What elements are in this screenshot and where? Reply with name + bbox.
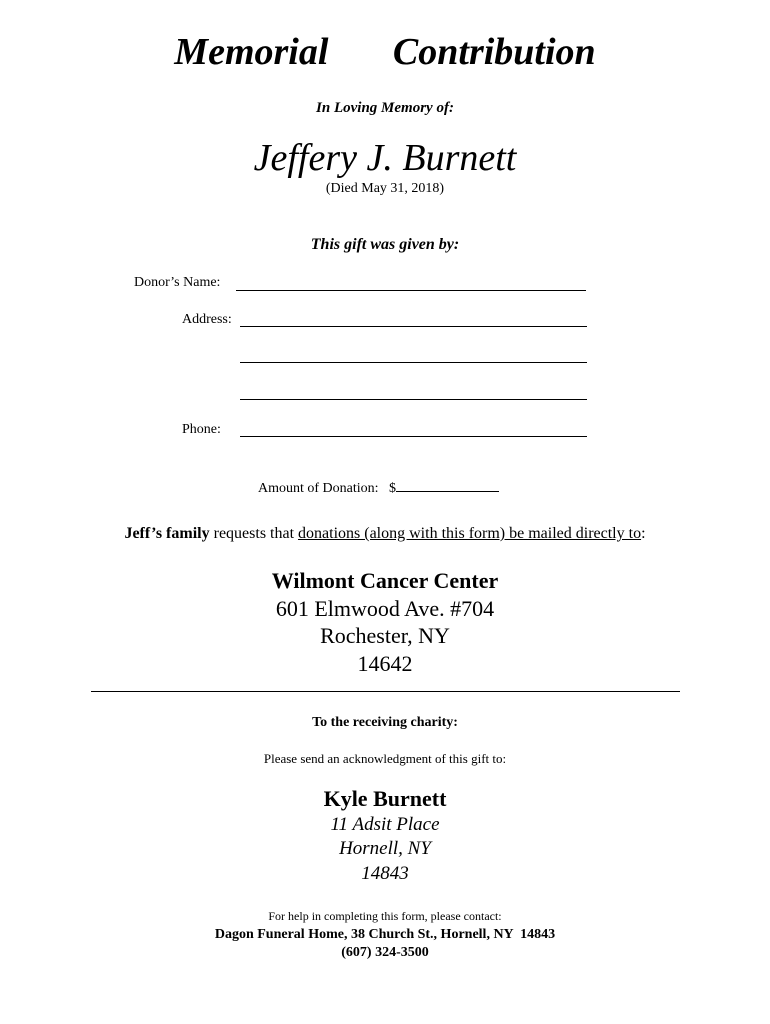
- help-text: For help in completing this form, please contact:: [268, 909, 502, 923]
- donor-name-field[interactable]: [236, 290, 586, 291]
- recipient-street: 11 Adsit Place: [330, 814, 440, 835]
- charity-street: 601 Elmwood Ave. #704: [275, 596, 495, 621]
- memory-label: In Loving Memory of:: [316, 100, 454, 116]
- recipient-name: Kyle Burnett: [323, 786, 447, 811]
- died-date: (Died May 31, 2018): [325, 181, 445, 196]
- deceased-name: Jeffery J. Burnett: [253, 137, 517, 179]
- phone-label: Phone:: [182, 422, 221, 437]
- charity-name: Wilmont Cancer Center: [271, 568, 499, 593]
- funeral-home-contact: Dagon Funeral Home, 38 Church St., Hornell, NY 14843: [214, 927, 556, 942]
- charity-city: Rochester, NY: [320, 623, 450, 648]
- request-family: Jeff’s family: [124, 525, 210, 542]
- given-by-label: This gift was given by:: [310, 236, 460, 253]
- amount-label: Amount of Donation: $: [258, 481, 397, 496]
- request-end: :: [641, 525, 646, 542]
- mailing-request: [0, 525, 770, 543]
- address-field-line-1[interactable]: [240, 326, 587, 327]
- phone-field[interactable]: [240, 436, 587, 437]
- address-field-line-3[interactable]: [240, 399, 587, 400]
- acknowledgment-text: Please send an acknowledgment of this gift to:: [263, 751, 507, 766]
- request-underlined: donations (along with this form) be mailed directly to: [298, 525, 642, 542]
- request-plain: requests that: [209, 525, 299, 542]
- address-label: Address:: [182, 312, 232, 327]
- amount-field[interactable]: [396, 477, 499, 492]
- receiving-charity-label: To the receiving charity:: [312, 715, 458, 730]
- section-divider: [91, 691, 680, 692]
- address-field-line-2[interactable]: [240, 362, 587, 363]
- recipient-zip: 14843: [361, 863, 409, 884]
- donor-name-label: Donor’s Name:: [134, 275, 221, 290]
- charity-zip: 14642: [357, 651, 413, 676]
- funeral-home-phone: (607) 324-3500: [341, 945, 429, 960]
- recipient-city: Hornell, NY: [339, 838, 431, 859]
- amount-row: [258, 477, 499, 497]
- page-title: Memorial Contribution: [174, 31, 596, 73]
